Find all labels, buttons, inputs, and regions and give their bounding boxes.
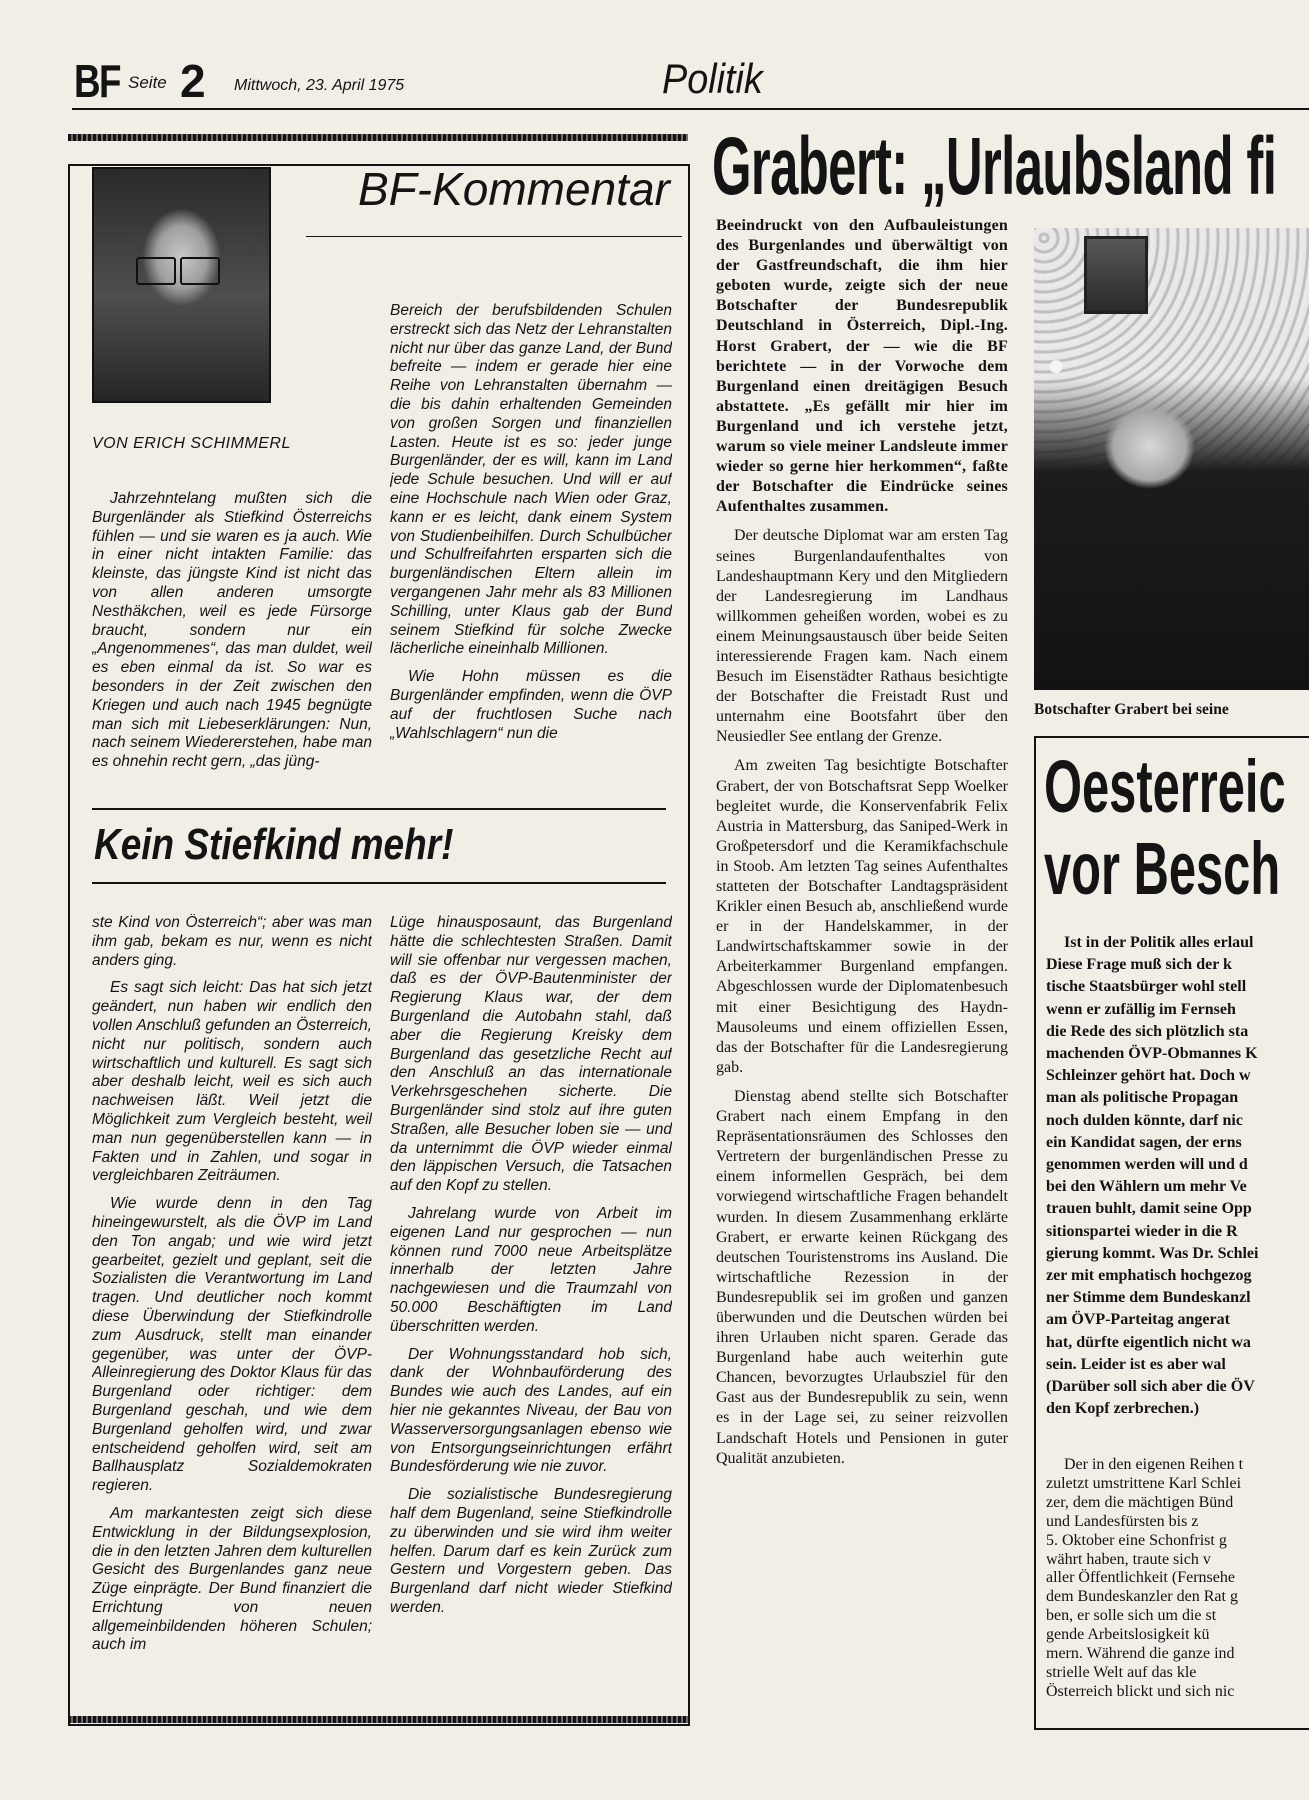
lead-line: noch dulden könnte, darf nic — [1046, 1111, 1243, 1129]
kommentar-intro-col1 — [92, 490, 372, 790]
oesterreich-body — [1046, 1456, 1309, 1716]
lead-line: ner Stimme dem Bundeskanzl — [1046, 1289, 1251, 1307]
lead-line: trauen buhlt, damit seine Opp — [1046, 1200, 1252, 1218]
paragraph: Bereich der berufsbildenden Schulen erstreckt sich das Netz der Lehranstalten nicht nur über das ganze Land, der Bund befreite — indem er gerade hier eine Reihe von Lehranstalten übernahm — die bis dahin erhaltenden Gemeinden von großen Sorgen und finanziellen Lasten. Heute ist es so: jeder junge Burgenländer, der es will, kann im Land jede Schule besuchen. Und will er auf eine Hochschule nach Wien oder Graz, kann er es leicht, dank einem System von Studienbeihilfen. Durch Schulbücher und Schulfreifahrten ersparten sich die burgenländischen Eltern allein im vergangenen Jahr mehr als 83 Millionen Schilling, unter Klaus gab der Bund seinem Stiefkind für solche Zwecke lächerliche eineinhalb Millionen. — [390, 302, 672, 658]
body-line: währt haben, traute sich v — [1046, 1550, 1211, 1568]
kommentar-headline: Kein Stiefkind mehr! — [94, 820, 454, 869]
lead-line: (Darüber soll sich aber die ÖV — [1046, 1378, 1255, 1396]
oesterreich-headline-line2: vor Besch — [1044, 827, 1281, 910]
wall-portrait — [1084, 236, 1148, 314]
page-number: 2 — [180, 55, 206, 107]
bottom-hatched-rule — [68, 1716, 688, 1723]
lead-line: ein Kandidat sagen, der erns — [1046, 1133, 1242, 1151]
seated-figure — [1034, 378, 1309, 690]
body-line: ben, er solle sich um die st — [1046, 1607, 1217, 1625]
paragraph: Jahrzehntelang mußten sich die Burgenländer als Stiefkind Österreichs fühlen — und sie waren es ja auch. Wie in einer nicht intakten Familie: das kleinste, das jüngste Kind ist nicht das von allen anderen umsorgte Nesthäkchen, weil es jede Fürsorge braucht, sondern nur ein „Angenommenes“, das man duldet, weil es eben einmal da ist. So war es besonders in der Zeit zwischen den Kriegen und auch nach 1945 begnügte man sich mit Liebeserklärungen: Nun, nach seinem Wiedererstehen, habe man es ohnehin recht gern, „das jüng- — [92, 490, 372, 771]
body-line: aller Öffentlichkeit (Fernsehe — [1046, 1569, 1235, 1587]
grabert-headline-wrap — [712, 126, 1309, 220]
grabert-lead: Beeindruckt von den Aufbauleistungen des Burgenlandes und überwältigt von der Gastfreundschaft, die ihm hier geboten wurde, zeigte sich der neue Botschafter der Bundesrepublik Deutschland in Österreich, Dipl.-Ing. Horst Grabert, der — wie die BF berichtete — in der Vorwoche dem Burgenland einen dreitägigen Besuch abstattete. „Es gefällt mir hier im Burgenland und ich verstehe jetzt, warum so viele meiner Landsleute immer wieder so gerne hier herkommen“, faßte der Botschafter die Eindrücke seines Aufenthaltes zusammen. — [716, 217, 1008, 516]
body-line: 5. Oktober eine Schonfrist g — [1046, 1531, 1227, 1549]
paragraph: Am zweiten Tag besichtigte Botschafter Grabert, der von Botschaftsrat Sepp Woelker begleitet wurde, die Konservenfabrik Felix Austria in Mattersburg, das Saniped-Werk in Großpetersdorf und die Keramikfachschule in Stoob. Am letzten Tag seines Aufenthaltes statteten der Botschafter Landtagspräsident Krikler einen Besuch ab, anschließend wurde er in der Handelskammer, in der Landwirtschaftskammer sowie in der Arbeiterkammer Burgenland empfangen. Abgeschlossen wurde der Diplomatenbesuch mit einer Besichtigung des Haydn-Mausoleums und einem offiziellen Essen, das der Botschafter für die Landesregierung gab. — [716, 757, 1008, 1076]
kommentar-title-rule — [306, 236, 682, 237]
body-line: zuletzt umstrittene Karl Schlei — [1046, 1474, 1242, 1492]
newspaper-logo: BF — [74, 55, 120, 107]
lead-line: Ist in der Politik alles erlaul — [1064, 934, 1254, 951]
kommentar-intro-col2 — [390, 302, 672, 788]
lead-line: Diese Frage muß sich der k — [1046, 956, 1232, 974]
oesterreich-headline-wrap — [1044, 750, 1309, 926]
body-line: Der in den eigenen Reihen t — [1064, 1456, 1244, 1473]
author-photo — [92, 167, 271, 403]
diplomat-photo — [1034, 228, 1309, 690]
lead-line: man als politische Propagan — [1046, 1089, 1239, 1107]
paragraph: Der Wohnungsstandard hob sich, dank der Wohnbauförderung des Bundes wie auch des Landes, auf ein hier nie gekanntes Niveau, der Bau von Wasserversorgungsanlagen ebenso wie von Entsorgungseinrichtungen erfährt Bundesförderung wie nie zuvor. — [390, 1345, 672, 1476]
header-rule — [72, 108, 1309, 110]
grabert-column — [716, 216, 1008, 1726]
paragraph: Wie wurde denn in den Tag hineingewurstelt, als die ÖVP im Land den Ton angab; und wie wird jetzt gearbeitet, gezielt und geplant, seit die Sozialisten die Verantwortung im Land tragen. Und deutlicher noch kommt diese Überwindung der Stiefkindrolle zum Ausdruck, stellt man einander gegenüber, was unter der ÖVP-Alleinregierung des Doktor Klaus für das Burgenland oder richtiger: dem Burgenland geschah, und wie dem Burgenland geholfen wird, und zwar entscheidend geholfen wird, seit am Ballhausplatz Sozialdemokraten regieren. — [92, 1195, 372, 1495]
oesterreich-lead — [1046, 932, 1309, 1432]
glasses-shape-right — [180, 257, 220, 285]
paragraph: Wie Hohn müssen es die Burgenländer empfinden, wenn die ÖVP auf der fruchtlosen Suche nach „Wahlschlagern“ nun die — [390, 668, 672, 742]
lead-line: sitionspartei wieder in die R — [1046, 1222, 1238, 1240]
lead-line: genommen werden will und d — [1046, 1156, 1248, 1174]
issue-date: Mittwoch, 23. April 1975 — [234, 77, 405, 94]
body-line: gende Arbeitslosigkeit kü — [1046, 1626, 1210, 1644]
glasses-shape — [136, 257, 176, 285]
body-line: strielle Welt auf das kle — [1046, 1663, 1197, 1681]
kommentar-title: BF-Kommentar — [358, 163, 670, 215]
body-line: und Landesfürsten bis z — [1046, 1512, 1199, 1530]
lead-line: den Kopf zerbrechen.) — [1046, 1400, 1200, 1418]
paragraph: ste Kind von Österreich“; aber was man ihm gab, bekam es nur, wenn es nicht anders ging. — [92, 914, 372, 969]
paragraph: Die sozialistische Bundesregierung half dem Bugenland, seine Stiefkindrolle zu überwinden und sie wird ihm weiter helfen. Darum darf es kein Zurück zum Gestern und Vorgestern geben. Das Burgenland darf nicht wieder Stiefkind werden. — [390, 1486, 672, 1616]
lead-line: wenn er zufällig im Fernseh — [1046, 1000, 1236, 1018]
section-title: Politik — [662, 55, 763, 102]
paragraph: Lüge hinausposaunt, das Burgenland hätte die schlechtesten Straßen. Damit will sie offenbar nur vergessen machen, daß es der ÖVP-Bautenminister der Regierung Klaus war, der dem Burgenland die Autobahn stahl, daß aber die Regierung Kreisky dem Burgenland das gesetzliche Recht auf den Anschluß an das internationale Verkehrsgeschehen sicherte. Die Burgenländer sind stolz auf ihre guten Straßen, alle Besucher loben sie — und da unternimmt die ÖVP wieder einmal den läppischen Versuch, die Tatsachen auf den Kopf zu stellen. — [390, 914, 672, 1195]
kommentar-lower-col2 — [390, 914, 672, 1704]
paragraph: Jahrelang wurde von Arbeit im eigenen Land nur gesprochen — nun können rund 7000 neue Arbeitsplätze innerhalb der letzten Jahre nachgewiesen und die Traumzahl von 50.000 Beschäftigten im Land überschritten werden. — [390, 1204, 672, 1335]
page-label: Seite — [128, 73, 167, 92]
top-hatched-rule — [68, 134, 688, 141]
paragraph: Es sagt sich leicht: Das hat sich jetzt geändert, nun haben wir endlich den vollen Anschluß gefunden an Österreich, nicht nur politisch, sondern auch wirtschaftlich und kulturell. Es sagt sich aber deshalb leicht, weil es sich auch nachweisen läßt. Weil jetzt die Möglichkeit zum Vergleich besteht, weil man nun gegenüberstellen kann — in Fakten und in Zahlen, und sogar in vergleichbaren Zeiträumen. — [92, 979, 372, 1185]
body-line: dem Bundeskanzler den Rat g — [1046, 1588, 1238, 1606]
lead-line: bei den Wählern um mehr Ve — [1046, 1178, 1247, 1196]
kommentar-lower-col1 — [92, 914, 372, 1704]
lead-line: zer mit emphatisch hochgezog — [1046, 1267, 1252, 1285]
body-line: zer, dem die mächtigen Bünd — [1046, 1493, 1234, 1511]
lead-line: Schleinzer gehört hat. Doch w — [1046, 1067, 1251, 1085]
paragraph: Am markantesten zeigt sich diese Entwicklung in der Bildungsexplosion, die in den letzten Jahren dem kulturellen Gesicht des Burgenlandes ganz neue Züge einprägte. Der Bund finanziert die Errichtung von neuen allgemeinbildenden höheren Schulen; auch im — [92, 1504, 372, 1654]
lead-line: gierung kommt. Was Dr. Schlei — [1046, 1244, 1259, 1262]
lead-line: die Rede des sich plötzlich sta — [1046, 1022, 1249, 1040]
lead-line: am ÖVP-Parteitag angerat — [1046, 1311, 1230, 1329]
photo-caption: Botschafter Grabert bei seine — [1034, 702, 1229, 718]
lead-line: tische Staatsbürger wohl stell — [1046, 978, 1247, 996]
body-line: mern. Während die ganze ind — [1046, 1645, 1235, 1663]
paragraph: Der deutsche Diplomat war am ersten Tag seines Burgenlandaufenthaltes von Landeshauptmann Kery und den Mitgliedern der Landesregierung im Landhaus willkommen geheißen worden, wobei es zu einem Meinungsaustausch über beide Seiten interessierende Fragen kam. Nach einem Besuch im Eisenstädter Rathaus besichtigte der Botschafter die Freistadt Rust und unternahm eine Bootsfahrt über den Neusiedler See entlang der Grenze. — [716, 527, 1008, 746]
body-line: Österreich blickt und sich nic — [1046, 1682, 1235, 1700]
lead-line: sein. Leider ist es aber wal — [1046, 1355, 1226, 1373]
paragraph: Dienstag abend stellte sich Botschafter Grabert nach einem Empfang in den Repräsentationsräumen des Schlosses den Vertretern der burgenländischen Presse zu einem informellen Gespräch, bei dem vorwiegend wirtschaftliche Fragen behandelt wurden. In diesem Zusammenhang erklärte Grabert, er erwarte keinen Rückgang des deutschen Touristenstroms ins Ausland. Die wirtschaftliche Rezession in der Bundesrepublik sei im großen und ganzen überwunden und die Deutschen würden bei ihren Urlauben nicht sparen. Gerade das Burgenland habe auch weiterhin gute Chancen, bevorzugtes Urlaubsziel für den Gast aus der Bundesrepublik zu sein, wenn es in der Lage sei, zu seiner reizvollen Landschaft Hotels und Pensionen in guter Qualität anzubieten. — [716, 1087, 1008, 1467]
kein-top-rule — [92, 808, 666, 810]
byline: VON ERICH SCHIMMERL — [92, 435, 291, 452]
oesterreich-headline-line1: Oesterreic — [1044, 750, 1286, 828]
lead-line: hat, dürfte eigentlich nicht wa — [1046, 1333, 1251, 1351]
lead-line: machenden ÖVP-Obmannes K — [1046, 1045, 1258, 1063]
kein-bottom-rule — [92, 882, 666, 884]
grabert-headline: Grabert: „Urlaubsland fi — [712, 126, 1277, 212]
